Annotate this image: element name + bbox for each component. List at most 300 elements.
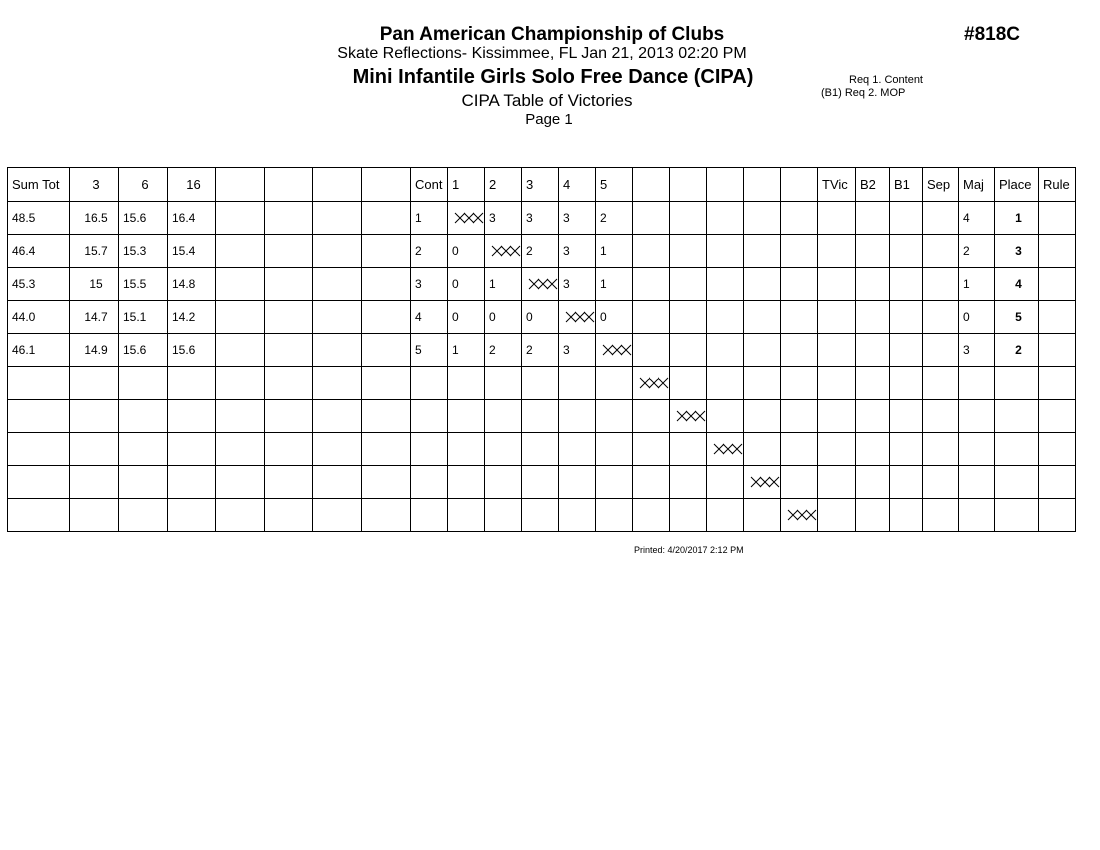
table-cell [890,499,923,532]
table-cell [633,334,670,367]
table-cell: 15.1 [119,301,168,334]
column-header: 3 [70,168,119,202]
table-cell [781,367,818,400]
table-cell [670,301,707,334]
place-cell: 4 [995,268,1039,301]
table-cell [707,367,744,400]
victories-table [7,167,1076,532]
table-cell [856,400,890,433]
table-cell [670,268,707,301]
table-row [8,433,1076,466]
table-cell: 15.6 [119,334,168,367]
place-cell [995,433,1039,466]
table-header-row [8,168,1076,202]
column-header: 3 [522,168,559,202]
column-header [781,168,818,202]
table-cell [485,367,522,400]
table-cell [856,235,890,268]
table-cell [559,367,596,400]
table-cell [959,400,995,433]
table-cell [670,235,707,268]
table-cell [8,433,70,466]
table-cell: 0 [448,235,485,268]
table-cell: 2 [522,235,559,268]
table-cell [670,433,707,466]
table-cell [313,433,362,466]
column-header: B2 [856,168,890,202]
table-cell: 15.6 [168,334,216,367]
crossed-out-mark [526,277,558,291]
crossed-out-mark [711,442,743,456]
table-cell: 0 [448,268,485,301]
table-cell: 4 [411,301,448,334]
column-header: Place [995,168,1039,202]
table-cell [1039,466,1076,499]
table-cell [818,301,856,334]
table-cell [411,400,448,433]
table-cell: 15.6 [119,202,168,235]
table-cell [216,235,265,268]
table-cell [1039,367,1076,400]
column-header: Sum Tot [8,168,70,202]
table-cell [744,334,781,367]
place-cell: 2 [995,334,1039,367]
table-cell [485,400,522,433]
page-number: Page 1 [525,111,573,128]
table-cell [70,433,119,466]
table-cell [744,268,781,301]
table-cell [119,433,168,466]
table-cell: 15.4 [168,235,216,268]
table-cell [1039,400,1076,433]
table-cell: 3 [522,202,559,235]
table-cell [633,499,670,532]
table-cell [670,202,707,235]
crossed-out-mark [563,310,595,324]
table-cell [8,400,70,433]
table-cell [781,202,818,235]
table-cell [411,433,448,466]
column-header [362,168,411,202]
table-cell [744,367,781,400]
table-cell [265,235,313,268]
table-cell: 14.9 [70,334,119,367]
table-cell [313,334,362,367]
self-comparison-mark [522,268,559,301]
table-cell: 3 [411,268,448,301]
table-cell [119,367,168,400]
table-row [8,499,1076,532]
table-cell [448,466,485,499]
self-comparison-mark [448,202,485,235]
table-cell [313,400,362,433]
table-cell [522,499,559,532]
table-cell [633,235,670,268]
table-cell: 1 [959,268,995,301]
place-cell [995,466,1039,499]
table-cell [633,400,670,433]
table-cell [559,499,596,532]
table-cell [781,400,818,433]
table-cell [596,367,633,400]
self-comparison-mark [707,433,744,466]
column-header [265,168,313,202]
table-cell [448,400,485,433]
table-cell [670,334,707,367]
table-cell [781,433,818,466]
table-cell [522,466,559,499]
table-cell [923,268,959,301]
event-title: Mini Infantile Girls Solo Free Dance (CIPA) [352,66,754,88]
table-cell [856,268,890,301]
table-cell [707,301,744,334]
table-cell: 16.4 [168,202,216,235]
table-cell [744,400,781,433]
column-header: 6 [119,168,168,202]
self-comparison-mark [744,466,781,499]
table-cell [707,334,744,367]
column-header: Sep [923,168,959,202]
table-cell: 0 [959,301,995,334]
table-cell [781,334,818,367]
table-cell [8,367,70,400]
table-cell [707,400,744,433]
table-cell: 0 [448,301,485,334]
column-header [313,168,362,202]
table-cell [265,202,313,235]
table-cell: 2 [959,235,995,268]
table-cell [70,499,119,532]
table-cell [313,301,362,334]
table-cell [559,466,596,499]
table-cell [119,400,168,433]
crossed-out-mark [637,376,669,390]
table-cell: 1 [411,202,448,235]
table-cell [890,301,923,334]
self-comparison-mark [633,367,670,400]
table-cell [633,301,670,334]
table-cell [670,367,707,400]
table-cell [265,367,313,400]
table-cell [744,499,781,532]
table-cell [890,334,923,367]
requirement-2: (B1) Req 2. MOP [821,87,906,99]
crossed-out-mark [785,508,817,522]
table-cell: 4 [959,202,995,235]
table-cell: 1 [596,235,633,268]
table-cell [818,433,856,466]
table-cell [168,499,216,532]
column-header: B1 [890,168,923,202]
column-header: 2 [485,168,522,202]
table-cell [890,268,923,301]
table-cell [362,499,411,532]
column-header: 1 [448,168,485,202]
table-cell [923,400,959,433]
table-cell: 3 [559,202,596,235]
table-cell [265,301,313,334]
table-cell [707,202,744,235]
table-cell [362,466,411,499]
table-cell [313,202,362,235]
table-cell [818,334,856,367]
report-title: Pan American Championship of Clubs [379,24,725,45]
table-cell [216,301,265,334]
table-cell [168,466,216,499]
table-cell [265,466,313,499]
table-cell [818,466,856,499]
table-cell [362,367,411,400]
table-row [8,235,1076,268]
table-cell [313,268,362,301]
table-row [8,268,1076,301]
table-cell [168,433,216,466]
place-cell: 5 [995,301,1039,334]
table-row [8,202,1076,235]
table-cell [1039,235,1076,268]
table-cell [559,400,596,433]
table-row [8,367,1076,400]
table-cell [890,433,923,466]
table-cell [856,433,890,466]
table-cell: 15.3 [119,235,168,268]
table-cell [890,400,923,433]
table-row [8,400,1076,433]
table-cell [923,499,959,532]
table-cell: 14.7 [70,301,119,334]
table-cell [216,433,265,466]
crossed-out-mark [452,211,484,225]
table-cell [923,334,959,367]
table-cell [216,400,265,433]
table-cell [313,367,362,400]
report-code: #818C [964,24,1020,45]
table-cell [744,202,781,235]
table-cell [362,202,411,235]
table-cell [1039,334,1076,367]
table-cell: 48.5 [8,202,70,235]
table-cell [448,367,485,400]
table-cell [119,466,168,499]
table-cell: 1 [448,334,485,367]
table-cell: 3 [485,202,522,235]
table-cell [633,466,670,499]
table-cell [923,202,959,235]
table-cell [216,367,265,400]
table-cell [856,499,890,532]
table-cell [923,301,959,334]
venue-date-line: Skate Reflections- Kissimmee, FL Jan 21, 2013 02:20 PM [337,45,747,62]
table-cell: 16.5 [70,202,119,235]
table-cell: 0 [485,301,522,334]
table-cell [216,499,265,532]
crossed-out-mark [489,244,521,258]
table-cell [216,202,265,235]
table-cell [70,367,119,400]
table-cell [559,433,596,466]
table-cell [448,433,485,466]
table-cell [856,466,890,499]
table-cell [411,499,448,532]
table-cell [596,433,633,466]
crossed-out-mark [674,409,706,423]
table-cell: 5 [411,334,448,367]
table-cell [890,466,923,499]
self-comparison-mark [670,400,707,433]
table-cell [923,433,959,466]
table-cell [781,466,818,499]
table-cell [522,433,559,466]
table-cell [744,433,781,466]
column-header [744,168,781,202]
table-cell [744,235,781,268]
table-cell [596,499,633,532]
table-cell [818,202,856,235]
table-cell [1039,301,1076,334]
table-cell [485,499,522,532]
table-cell: 14.8 [168,268,216,301]
place-cell [995,367,1039,400]
table-cell [818,367,856,400]
table-cell [856,202,890,235]
table-cell: 45.3 [8,268,70,301]
table-cell [265,499,313,532]
column-header: 5 [596,168,633,202]
table-cell [856,367,890,400]
table-cell [265,400,313,433]
table-cell [265,433,313,466]
table-cell [923,367,959,400]
table-cell [959,466,995,499]
table-cell [781,301,818,334]
table-cell [959,433,995,466]
table-cell [707,235,744,268]
table-cell: 1 [596,268,633,301]
table-cell [119,499,168,532]
table-cell [313,466,362,499]
table-cell: 3 [559,268,596,301]
table-cell [522,400,559,433]
printed-timestamp: Printed: 4/20/2017 2:12 PM [634,545,744,555]
table-cell [818,499,856,532]
crossed-out-mark [748,475,780,489]
table-cell [448,499,485,532]
place-cell: 3 [995,235,1039,268]
table-cell [485,466,522,499]
table-cell [707,466,744,499]
table-cell: 2 [485,334,522,367]
table-cell [818,268,856,301]
table-cell [890,235,923,268]
column-header: 16 [168,168,216,202]
table-cell [1039,202,1076,235]
table-cell [168,367,216,400]
place-cell [995,499,1039,532]
table-cell [265,334,313,367]
table-cell [818,235,856,268]
table-cell [818,400,856,433]
table-cell: 0 [596,301,633,334]
table-cell [856,301,890,334]
table-cell [216,268,265,301]
table-cell: 0 [522,301,559,334]
table-cell [485,433,522,466]
table-cell [411,367,448,400]
table-cell [265,268,313,301]
table-cell [362,268,411,301]
table-cell: 2 [596,202,633,235]
table-cell: 44.0 [8,301,70,334]
table-cell [923,466,959,499]
self-comparison-mark [781,499,818,532]
table-cell [781,268,818,301]
table-cell: 2 [411,235,448,268]
table-cell [362,301,411,334]
table-cell [959,367,995,400]
requirement-1: Req 1. Content [849,74,923,86]
table-cell [596,466,633,499]
table-cell: 3 [559,334,596,367]
table-cell [923,235,959,268]
table-cell [8,499,70,532]
table-cell [216,334,265,367]
place-cell [995,400,1039,433]
table-cell: 46.4 [8,235,70,268]
table-name: CIPA Table of Victories [461,91,633,110]
place-cell: 1 [995,202,1039,235]
table-row [8,301,1076,334]
table-cell [362,235,411,268]
column-header: Maj [959,168,995,202]
table-cell [168,400,216,433]
table-cell [70,466,119,499]
table-cell: 15 [70,268,119,301]
table-cell: 46.1 [8,334,70,367]
table-cell [707,499,744,532]
table-cell [362,433,411,466]
column-header [633,168,670,202]
table-cell [362,334,411,367]
table-row [8,334,1076,367]
table-cell [707,268,744,301]
table-cell [670,466,707,499]
table-cell [8,466,70,499]
column-header [216,168,265,202]
table-cell [890,367,923,400]
self-comparison-mark [485,235,522,268]
table-cell [744,301,781,334]
table-cell [70,400,119,433]
table-cell [411,466,448,499]
table-cell [313,499,362,532]
table-cell: 15.5 [119,268,168,301]
table-cell [959,499,995,532]
table-cell [856,334,890,367]
table-cell [633,268,670,301]
table-cell: 3 [559,235,596,268]
table-cell [596,400,633,433]
table-cell [781,235,818,268]
crossed-out-mark [600,343,632,357]
self-comparison-mark [596,334,633,367]
table-cell [1039,433,1076,466]
table-cell: 2 [522,334,559,367]
table-cell [216,466,265,499]
column-header: Rule [1039,168,1076,202]
column-header [707,168,744,202]
column-header: 4 [559,168,596,202]
table-cell: 3 [959,334,995,367]
